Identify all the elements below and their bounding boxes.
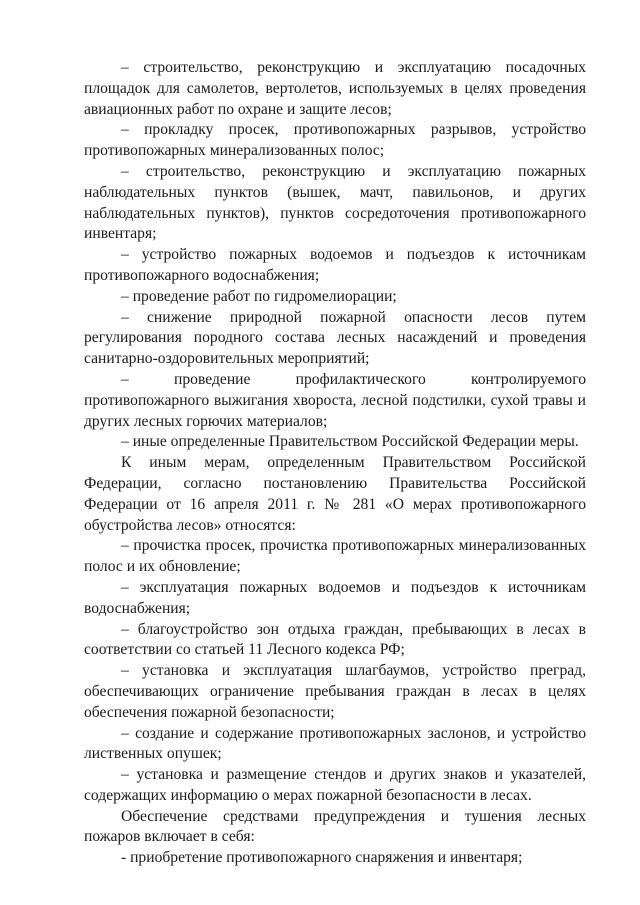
paragraph-fire-screens: – создание и содержание противопожарных заслонов, и устройство лиственных опушек; xyxy=(84,724,586,763)
document-body xyxy=(84,58,586,869)
paragraph-observation-points: – строительство, реконструкцию и эксплуатацию пожарных наблюдательных пунктов (вышек, мачт, павильонов, и других наблюдательных пунктов), пунктов сосредоточения противопожарного инвентаря; xyxy=(84,162,586,243)
paragraph-recreation-zones: – благоустройство зон отдыха граждан, пребывающих в лесах в соответствии со статьей 11 Лесного кодекса РФ; xyxy=(84,620,586,659)
paragraph-other-measures: – иные определенные Правительством Российской Федерации меры. xyxy=(121,433,579,451)
paragraph-controlled-burning: – проведение профилактического контролируемого противопожарного выжигания хвороста, лесной подстилки, сухой травы и других лесных горючих материалов; xyxy=(84,370,586,430)
paragraph-government-decree: К иным мерам, определенным Правительством Российской Федерации, согласно постановлению Правительства Российской Федерации от 16 апреля 2011 г. № 281 «О мерах противопожарного обустройства лесов» относятся: xyxy=(84,454,586,534)
paragraph-hydromelioration: – проведение работ по гидромелиорации; xyxy=(121,287,397,305)
paragraph-fire-ponds: – устройство пожарных водоемов и подъездов к источникам противопожарного водоснабжения; xyxy=(84,246,586,284)
paragraph-fire-danger-reduction: – снижение природной пожарной опасности лесов путем регулирования породного состава лесных насаждений и проведения санитарно-оздоровительных мероприятий; xyxy=(84,308,586,368)
paragraph-info-stands: – установка и размещение стендов и других знаков и указателей, содержащих информацию о мерах пожарной безопасности в лесах. xyxy=(84,766,586,804)
paragraph-landing-sites: – строительство, реконструкцию и эксплуатацию посадочных площадок для самолетов, вертолетов, используемых в целях проведения авиационных работ по охране и защите лесов; xyxy=(84,59,586,118)
paragraph-clearing-firebreaks: – прочистка просек, прочистка противопожарных минерализованных полос и их обновление; xyxy=(84,537,586,576)
paragraph-equipment-purchase: - приобретение противопожарного снаряжения и инвентаря; xyxy=(121,849,523,867)
paragraph-fire-equipment-intro: Обеспечение средствами предупреждения и тушения лесных пожаров включает в себя: xyxy=(84,807,586,846)
paragraph-pond-operation: – эксплуатация пожарных водоемов и подъездов к источникам водоснабжения; xyxy=(84,578,586,617)
paragraph-barriers: – установка и эксплуатация шлагбаумов, устройство преград, обеспечивающих ограничение пребывания граждан в лесах в целях обеспечения пожарной безопасности; xyxy=(84,662,586,721)
paragraph-firebreaks: – прокладку просек, противопожарных разрывов, устройство противопожарных минерализованных полос; xyxy=(84,121,586,160)
